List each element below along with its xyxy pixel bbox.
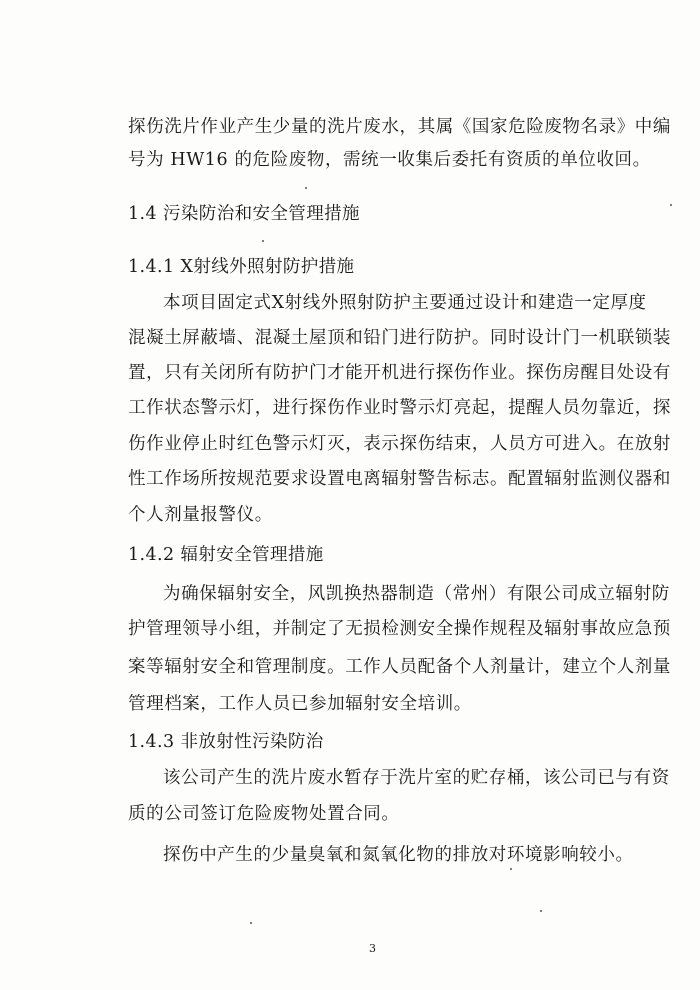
paragraph-line-13: 管理档案，工作人员已参加辐射安全培训。 (128, 694, 472, 714)
scan-speck (510, 868, 512, 870)
paragraph-line-16: 探伤中产生的少量臭氧和氮氧化物的排放对环境影响较小。 (163, 845, 634, 865)
subsection-heading-1-4-2: 1.4.2 辐射安全管理措施 (128, 545, 324, 565)
scan-speck (262, 240, 264, 242)
scan-speck (540, 910, 542, 912)
scan-speck (670, 204, 672, 206)
paragraph-line-8: 性工作场所按规范要求设置电离辐射警告标志。配置辐射监测仪器和 (128, 469, 671, 489)
paragraph-line-5: 置，只有关闭所有防护门才能开机进行探伤作业。探伤房醒目处设有 (128, 363, 671, 383)
paragraph-line-10: 为确保辐射安全，风凯换热器制造（常州）有限公司成立辐射防 (163, 584, 670, 604)
paragraph-line-1: 探伤洗片作业产生少量的洗片废水，其属《国家危险废物名录》中编 (128, 117, 671, 137)
scan-speck (305, 187, 307, 189)
paragraph-line-7: 伤作业停止时红色警示灯灭，表示探伤结束，人员方可进入。在放射 (128, 434, 671, 454)
section-heading-1-4: 1.4 污染防治和安全管理措施 (128, 204, 360, 224)
paragraph-line-6: 工作状态警示灯，进行探伤作业时警示灯亮起，提醒人员勿靠近，探 (128, 398, 671, 418)
subsection-heading-1-4-3: 1.4.3 非放射性污染防治 (128, 732, 324, 752)
scan-speck (250, 922, 252, 924)
paragraph-line-14: 该公司产生的洗片废水暂存于洗片室的贮存桶，该公司已与有资 (163, 768, 670, 788)
paragraph-line-3: 本项目固定式X射线外照射防护主要通过设计和建造一定厚度 (163, 293, 647, 313)
paragraph-line-15: 质的公司签订危险废物处置合同。 (128, 804, 400, 824)
paragraph-line-4: 混凝土屏蔽墙、混凝土屋顶和铅门进行防护。同时设计门一机联锁装 (128, 328, 671, 348)
subsection-heading-1-4-1: 1.4.1 X射线外照射防护措施 (128, 257, 355, 277)
paragraph-line-2: 号为 HW16 的危险废物，需统一收集后委托有资质的单位收回。 (128, 150, 651, 170)
paragraph-line-9: 个人剂量报警仪。 (128, 505, 273, 525)
page-number: 3 (369, 942, 376, 955)
paragraph-line-12: 案等辐射安全和管理制度。工作人员配备个人剂量计，建立个人剂量 (128, 657, 671, 677)
paragraph-line-11: 护管理领导小组，并制定了无损检测安全操作规程及辐射事故应急预 (128, 619, 671, 639)
